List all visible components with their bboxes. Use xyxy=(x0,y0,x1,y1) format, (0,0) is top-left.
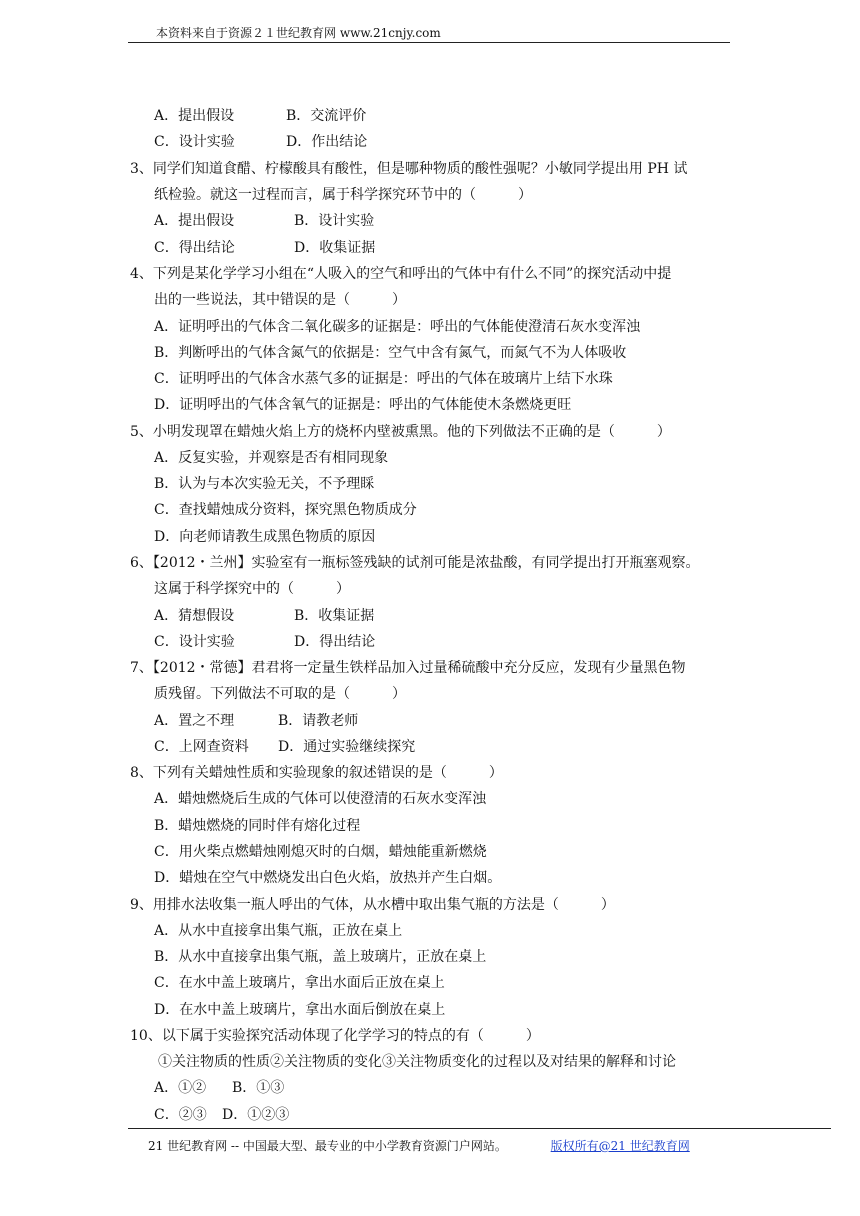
question-stem: 7、【2012・常德】君君将一定量生铁样品加入过量稀硫酸中充分反应，发现有少量黑色物 xyxy=(130,660,686,676)
option: D．向老师请教生成黑色物质的原因 xyxy=(154,529,376,545)
question-stem: 8、下列有关蜡烛性质和实验现象的叙述错误的是（ ） xyxy=(130,765,503,781)
option: D．收集证据 xyxy=(294,240,376,256)
header-source-text: 本资料来自于资源２１世纪教育网 www.21cnjy.com xyxy=(156,26,441,40)
option: A．蜡烛燃烧后生成的气体可以使澄清的石灰水变浑浊 xyxy=(154,791,487,807)
option: B．收集证据 xyxy=(294,608,375,624)
option: D．蜡烛在空气中燃烧发出白色火焰，放热并产生白烟。 xyxy=(154,870,502,886)
page-header xyxy=(128,22,730,43)
option: C．设计实验 xyxy=(154,134,235,150)
question-stem: 4、下列是某化学学习小组在“人吸入的空气和呼出的气体中有什么不同”的探究活动中提 xyxy=(130,266,672,282)
footer-divider xyxy=(128,1128,831,1129)
page-footer xyxy=(148,1137,690,1154)
option: A．①② xyxy=(154,1080,207,1096)
option: D．作出结论 xyxy=(286,134,368,150)
option: B．判断呼出的气体含氮气的依据是：空气中含有氮气，而氮气不为人体吸收 xyxy=(154,345,627,361)
option: C．得出结论 xyxy=(154,240,235,256)
question-stem: 3、同学们知道食醋、柠檬酸具有酸性，但是哪种物质的酸性强呢？小敏同学提出用 PH 试 xyxy=(130,161,688,177)
option: A．证明呼出的气体含二氧化碳多的证据是：呼出的气体能使澄清石灰水变浑浊 xyxy=(154,319,641,335)
question-stem: 这属于科学探究中的（ ） xyxy=(154,581,350,597)
option: C．在水中盖上玻璃片，拿出水面后正放在桌上 xyxy=(154,975,445,991)
question-stem: 6、【2012・兰州】实验室有一瓶标签残缺的试剂可能是浓盐酸，有同学提出打开瓶塞观察。 xyxy=(130,555,700,571)
option: C．②③ xyxy=(154,1107,207,1123)
option: B．请教老师 xyxy=(278,713,359,729)
question-stem: 质残留。下列做法不可取的是（ ） xyxy=(154,686,406,702)
option: B．设计实验 xyxy=(294,213,375,229)
question-stem: 5、小明发现罩在蜡烛火焰上方的烧杯内壁被熏黑。他的下列做法不正确的是（ ） xyxy=(130,424,671,440)
option: B．从水中直接拿出集气瓶，盖上玻璃片，正放在桌上 xyxy=(154,949,487,965)
question-stem: 10、以下属于实验探究活动体现了化学学习的特点的有（ ） xyxy=(130,1028,540,1044)
option: A．从水中直接拿出集气瓶，正放在桌上 xyxy=(154,923,403,939)
option: D．在水中盖上玻璃片，拿出水面后倒放在桌上 xyxy=(154,1002,446,1018)
question-stem: 纸检验。就这一过程而言，属于科学探究环节中的（ ） xyxy=(154,187,532,203)
footer-text: 21 世纪教育网 -- 中国最大型、最专业的中小学教育资源门户网站。 xyxy=(148,1139,507,1153)
option: D．①②③ xyxy=(222,1107,290,1123)
option: A．提出假设 xyxy=(154,108,235,124)
question-stem: ①关注物质的性质②关注物质的变化③关注物质变化的过程以及对结果的解释和讨论 xyxy=(158,1054,676,1070)
option: B．交流评价 xyxy=(286,108,367,124)
option: B．认为与本次实验无关，不予理睬 xyxy=(154,476,375,492)
question-stem: 9、用排水法收集一瓶人呼出的气体，从水槽中取出集气瓶的方法是（ ） xyxy=(130,897,615,913)
option: A．猜想假设 xyxy=(154,608,235,624)
option: B．蜡烛燃烧的同时伴有熔化过程 xyxy=(154,818,361,834)
question-stem: 出的一些说法，其中错误的是（ ） xyxy=(154,292,406,308)
option: A．提出假设 xyxy=(154,213,235,229)
copyright-link[interactable]: 版权所有@21 世纪教育网 xyxy=(550,1139,690,1153)
option: C．上网查资料 xyxy=(154,739,249,755)
option: D．得出结论 xyxy=(294,634,376,650)
option: B．①③ xyxy=(232,1080,285,1096)
option: C．用火柴点燃蜡烛刚熄灭时的白烟，蜡烛能重新燃烧 xyxy=(154,844,487,860)
option: C．查找蜡烛成分资料，探究黑色物质成分 xyxy=(154,502,417,518)
option: C．证明呼出的气体含水蒸气多的证据是：呼出的气体在玻璃片上结下水珠 xyxy=(154,371,613,387)
option: C．设计实验 xyxy=(154,634,235,650)
option: A．置之不理 xyxy=(154,713,235,729)
option: D．证明呼出的气体含氧气的证据是：呼出的气体能使木条燃烧更旺 xyxy=(154,397,572,413)
option: A．反复实验，并观察是否有相同现象 xyxy=(154,450,389,466)
option: D．通过实验继续探究 xyxy=(278,739,416,755)
